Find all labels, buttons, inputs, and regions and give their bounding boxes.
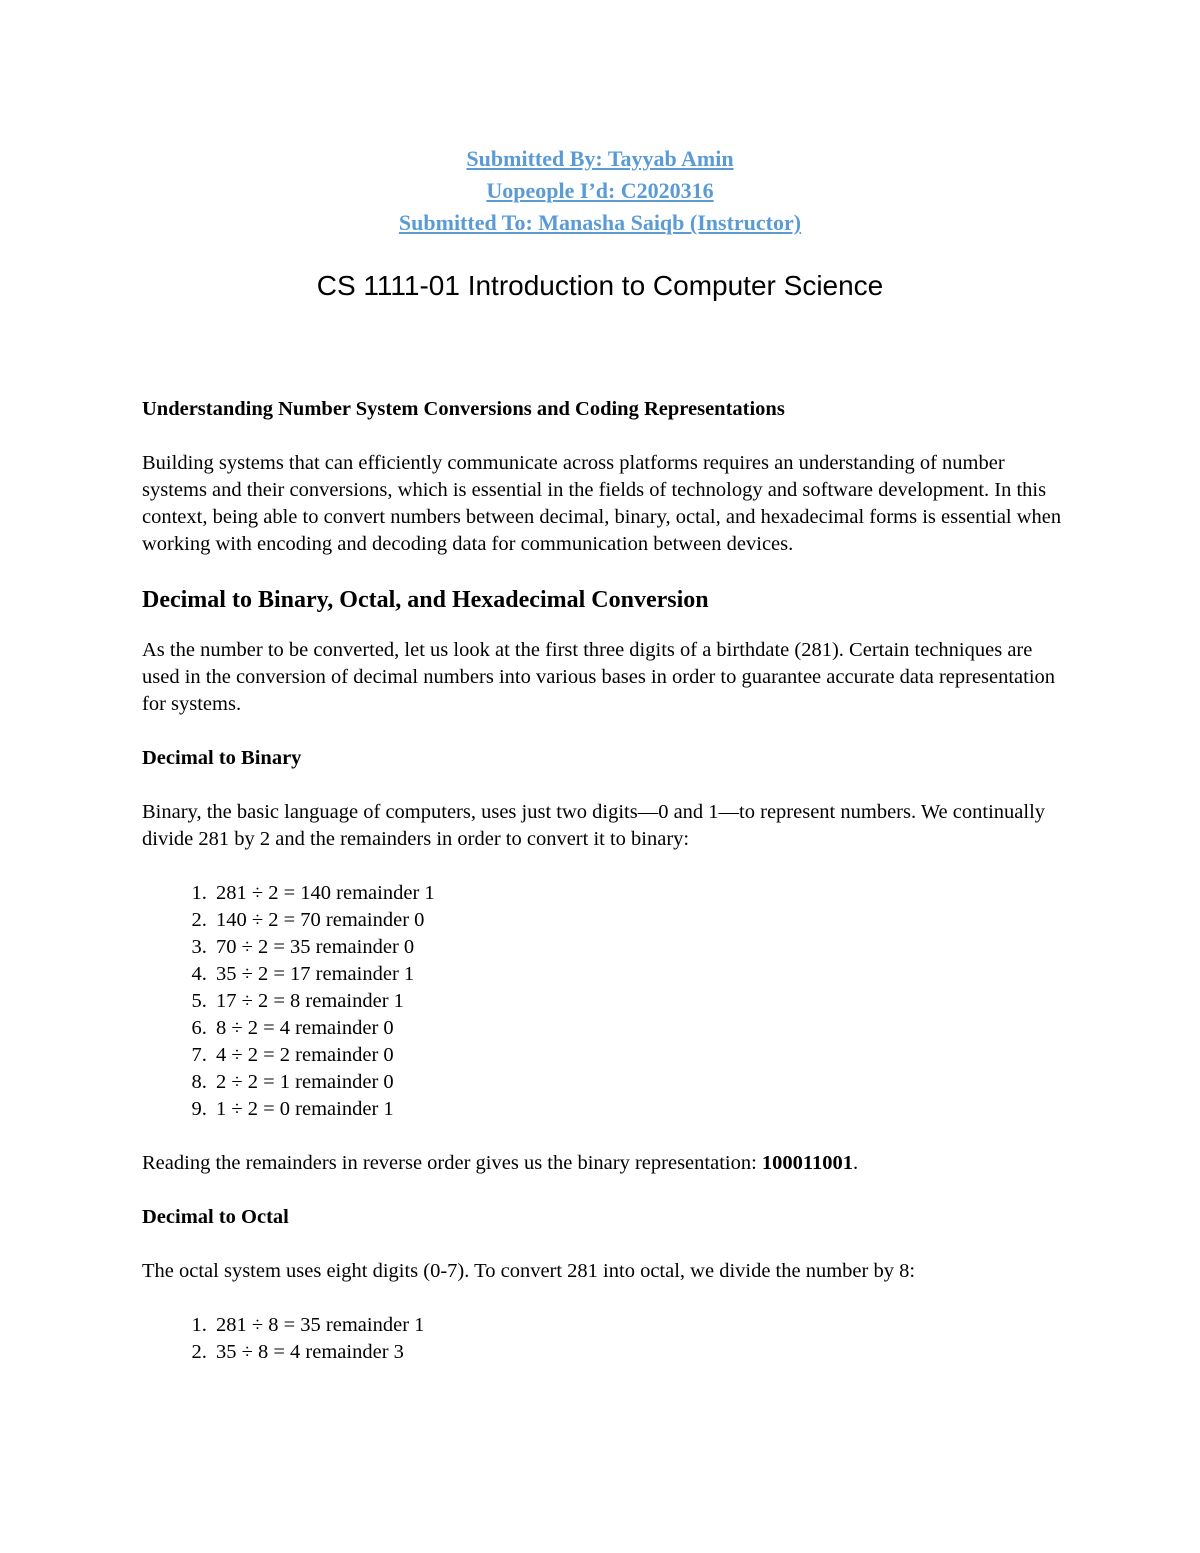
binary-step: 3. 70 ÷ 2 = 35 remainder 0 [212,934,1072,961]
octal-heading: Decimal to Octal [142,1206,289,1228]
binary-steps-list [142,880,1072,1123]
intro-paragraph: Building systems that can efficiently communicate across platforms requires an understanding of number systems and their conversions, which is essential in the fields of technology and software development. In this context, being able to convert numbers between decimal, binary, octal, and hexadecimal forms is essential when working with encoding and decoding data for communication between devices. [142,452,1062,555]
octal-paragraph: The octal system uses eight digits (0-7). To convert 281 into octal, we divide the number by 8: [142,1260,916,1282]
submitted-to-line: Submitted To: Manasha Saiqb (Instructor) [398,210,802,235]
binary-result-value: 100011001 [761,1152,854,1174]
binary-step: 9. 1 ÷ 2 = 0 remainder 1 [212,1096,1072,1123]
octal-steps-list [142,1312,1072,1366]
binary-result [142,1150,1072,1177]
binary-result-suffix: . [853,1152,859,1174]
student-id-line: Uopeople I’d: C2020316 [486,178,714,203]
binary-step: 8. 2 ÷ 2 = 1 remainder 0 [212,1069,1072,1096]
binary-step: 2. 140 ÷ 2 = 70 remainder 0 [212,907,1072,934]
binary-step: 7. 4 ÷ 2 = 2 remainder 0 [212,1042,1072,1069]
binary-step: 5. 17 ÷ 2 = 8 remainder 1 [212,988,1072,1015]
binary-result-prefix: Reading the remainders in reverse order gives us the binary representation: [142,1152,762,1174]
conversion-section-heading: Decimal to Binary, Octal, and Hexadecimal Conversion [142,587,709,613]
submitted-by-line: Submitted By: Tayyab Amin [466,146,734,171]
octal-step: 1. 281 ÷ 8 = 35 remainder 1 [212,1312,1072,1339]
binary-paragraph: Binary, the basic language of computers, uses just two digits—0 and 1—to represent numbers. We continually divide 281 by 2 and the remainders in order to convert it to binary: [142,801,1046,850]
binary-heading: Decimal to Binary [142,747,302,769]
binary-step: 4. 35 ÷ 2 = 17 remainder 1 [212,961,1072,988]
course-title: CS 1111-01 Introduction to Computer Science [316,270,884,301]
binary-step: 6. 8 ÷ 2 = 4 remainder 0 [212,1015,1072,1042]
intro-heading: Understanding Number System Conversions and Coding Representations [142,398,785,420]
conversion-section-paragraph: As the number to be converted, let us look at the first three digits of a birthdate (281). Certain techniques are used in the conversion of decimal numbers into various bases in order to guarantee accurate data representation for systems. [142,639,1056,715]
octal-step: 2. 35 ÷ 8 = 4 remainder 3 [212,1339,1072,1366]
document-body [142,396,1072,1393]
binary-step: 1. 281 ÷ 2 = 140 remainder 1 [212,880,1072,907]
submission-header [0,143,1200,239]
